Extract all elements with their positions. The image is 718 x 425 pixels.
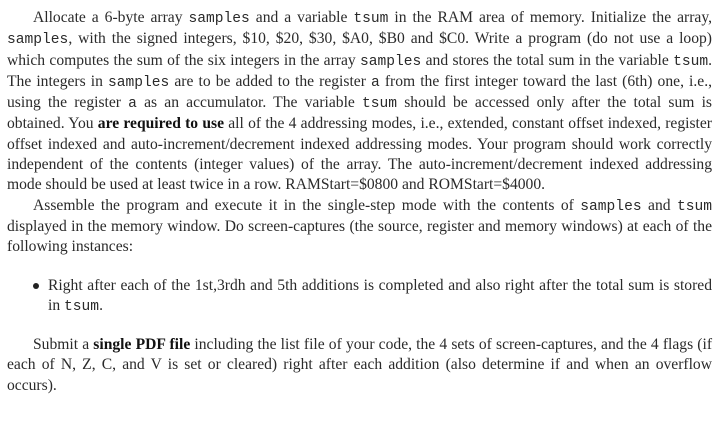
bold-emphasis: single PDF file (93, 336, 191, 354)
list-item (7, 276, 712, 318)
text: displayed in the memory window. Do screen-captures (the source, register and memory windows) at each of the following instances: (7, 217, 712, 256)
code-samples: samples (360, 53, 422, 70)
text: Submit a (33, 336, 94, 354)
text: . The integers in (7, 51, 713, 90)
text: and (641, 196, 677, 214)
code-tsum: tsum (362, 96, 398, 113)
text: , with the signed integers, $10, $20, $30, $A0, $B0 and $C0. Write a program (do not use a loop) which computes the sum of the six integers in the array (7, 30, 712, 69)
paragraph-submission (7, 335, 712, 396)
paragraph-assemble-instructions (7, 196, 712, 258)
text: . (99, 296, 103, 314)
text: from the first integer toward the last (6th) one, i.e., using the register (7, 72, 712, 112)
text: as an accumulator. The variable (136, 94, 363, 112)
code-tsum: tsum (64, 298, 100, 315)
paragraph-task-description (7, 8, 712, 196)
text: Assemble the program and execute it in the single-step mode with the contents of (33, 196, 581, 214)
bold-emphasis: are required to use (97, 115, 225, 133)
code-samples: samples (107, 74, 170, 91)
text: all of the 4 addressing modes, i.e., extended, constant offset indexed, register offset indexed and auto-increment/decrement indexed addressing modes. Your program should work correctly independent of the contents (integer values) of the array. The auto-increment/decrement indexed addressing mode should be used at least twice in a row. RAMStart=$0800 and ROMStart=$4000. (7, 115, 712, 194)
text: are to be added to the register (169, 72, 371, 90)
text: Allocate a 6-byte array (33, 9, 189, 26)
instances-list (7, 276, 712, 318)
code-tsum: tsum (353, 11, 389, 27)
text: in the RAM area of memory. Initialize the array, (388, 9, 713, 26)
code-samples: samples (188, 11, 250, 27)
text: including the list file of your code, the 4 sets of screen-captures, and the 4 flags (if each of N, Z, C, and V is set or cleared) right after each addition (also determine if and when an overflow occurs). (7, 336, 713, 394)
code-samples: samples (7, 32, 69, 49)
code-samples: samples (580, 198, 642, 215)
code-tsum: tsum (676, 198, 712, 215)
text: should be accessed only after the total sum is obtained. You (7, 94, 712, 133)
code-tsum: tsum (673, 53, 709, 70)
text: and a variable (249, 9, 354, 26)
text: and stores the total sum in the variable (421, 51, 674, 69)
text: Right after each of the 1st,3rdh and 5th additions is completed and also right after the total sum is stored in (48, 276, 712, 314)
code-register-a: a (128, 96, 137, 113)
bullet-icon (33, 283, 39, 289)
code-register-a: a (370, 74, 380, 91)
